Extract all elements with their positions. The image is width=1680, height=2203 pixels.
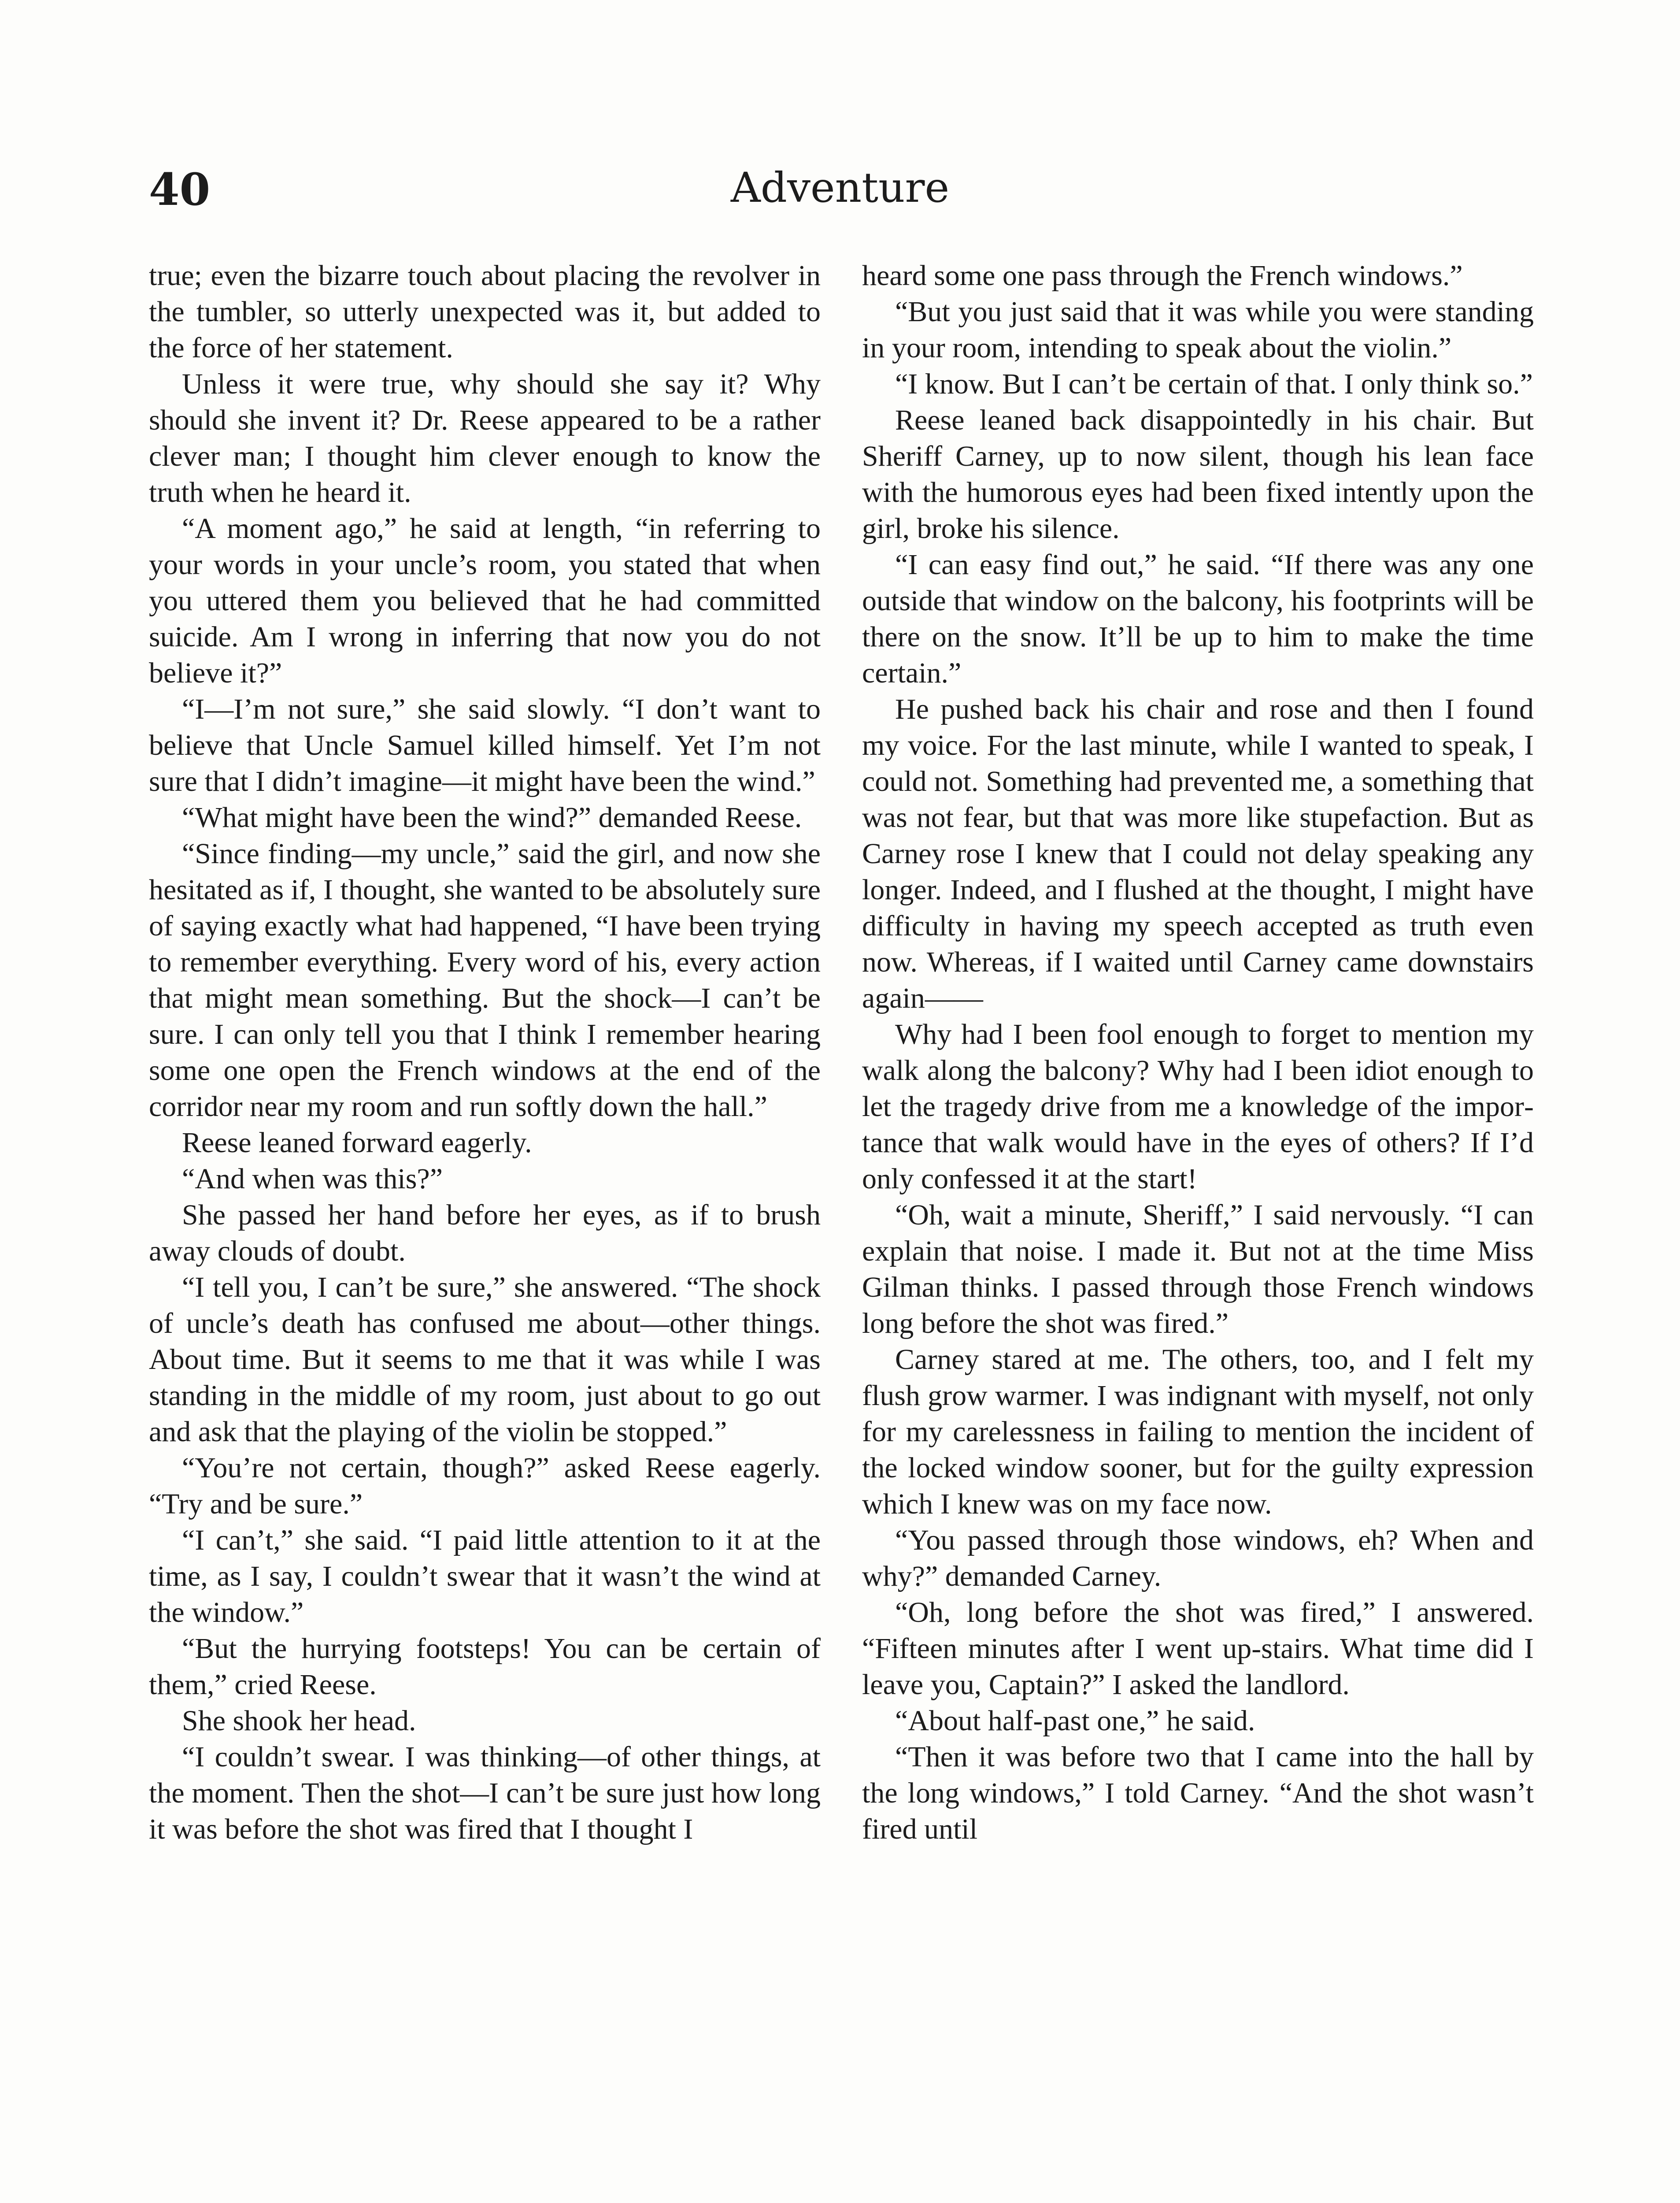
paragraph: “Then it was before two that I came into the hall by the long windows,” I told Carney. “And the shot wasn’t fired until [862, 1741, 1534, 1845]
paragraph: He pushed back his chair and rose and then I found my voice. For the last minute, while I wanted to speak, I could not. Something had prevented me, a something that was not fear, but that was more like stupefaction. But as Carney rose I knew that I could not delay speaking any longer. Indeed, and I flushed at the thought, I might have difficulty in having my speech accepted as truth even now. Whereas, if I waited until Carney came downstairs again—— [862, 693, 1534, 1014]
left-text-column [149, 258, 821, 1847]
paragraph: Reese leaned back disappointedly in his chair. But Sheriff Carney, up to now silent, though his lean face with the humorous eyes had been fixed intently upon the girl, broke his silence. [862, 404, 1534, 545]
magazine-title: Adventure [730, 164, 950, 212]
paragraph: “I know. But I can’t be certain of that. I only think so.” [895, 368, 1533, 400]
paragraph: “I can easy find out,” he said. “If there was any one outside that window on the balcony, his footprints will be there on the snow. It’ll be up to him to make the time certain.” [862, 549, 1534, 689]
paragraph: She passed her hand before her eyes, as if to brush away clouds of doubt. [149, 1199, 821, 1267]
paragraph: Reese leaned forward eagerly. [182, 1127, 532, 1159]
page-number: 40 [149, 163, 211, 215]
paragraph: “About half-past one,” he said. [895, 1705, 1255, 1737]
paragraph: “I can’t,” she said. “I paid little attention to it at the time, as I say, I couldn’t swear that it wasn’t the wind at the window.” [149, 1524, 821, 1628]
paragraph: “And when was this?” [182, 1163, 443, 1195]
paragraph: “But the hurrying footsteps! You can be certain of them,” cried Reese. [149, 1632, 821, 1701]
paragraph: “What might have been the wind?” demanded Reese. [182, 801, 802, 834]
paragraph: Carney stared at me. The others, too, and I felt my flush grow warmer. I was indignant with myself, not only for my carelessness in failing to mention the incident of the locked window sooner, but for the guilty expression which I knew was on my face now. [862, 1343, 1534, 1520]
paragraph: “I tell you, I can’t be sure,” she answered. “The shock of uncle’s death has confused me about—other things. About time. But it seems to me that it was while I was standing in the middle of my room, just about to go out and ask that the playing of the violin be stopped.” [149, 1271, 821, 1448]
paragraph: “You passed through those windows, eh? When and why?” demanded Carney. [862, 1524, 1534, 1592]
paragraph: “Oh, wait a minute, Sheriff,” I said nervously. “I can explain that noise. I made it. But not at the time Miss Gilman thinks. I passed through those French windows long before the shot was fired.” [862, 1199, 1534, 1339]
paragraph: “A moment ago,” he said at length, “in referring to your words in your uncle’s room, you stated that when you uttered them you believed that he had committed suicide. Am I wrong in inferring that now you do not believe it?” [149, 512, 821, 689]
paragraph: “I couldn’t swear. I was thinking—of other things, at the moment. Then the shot—I can’t be sure just how long it was before the shot was fired that I thought I [149, 1741, 821, 1845]
paragraph: “Oh, long before the shot was fired,” I answered. “Fifteen minutes after I went up-stairs. What time did I leave you, Captain?” I asked the landlord. [862, 1596, 1534, 1701]
paragraph: “You’re not certain, though?” asked Reese eagerly. “Try and be sure.” [149, 1452, 821, 1520]
paragraph: “Since finding—my uncle,” said the girl, and now she hesitated as if, I thought, she wanted to be absolutely sure of saying exactly what had happened, “I have been trying to remember everything. Every word of his, every action that might mean something. But the shock—I can’t be sure. I can only tell you that I think I remember hearing some one open the French windows at the end of the corridor near my room and run softly down the hall.” [149, 838, 821, 1123]
paragraph: Why had I been fool enough to forget to mention my walk along the balcony? Why had I been idiot enough to let the tragedy drive from me a knowledge of the importance that walk would have in the eyes of others? If I’d only confessed it at the start! [862, 1018, 1534, 1195]
paragraph: heard some one pass through the French windows.” [862, 260, 1463, 292]
paragraph: true; even the bizarre touch about placing the revolver in the tumbler, so utterly unexpected was it, but added to the force of her statement. [149, 260, 821, 364]
paragraph: She shook her head. [182, 1705, 416, 1737]
right-text-column [862, 258, 1534, 1847]
paragraph: “But you just said that it was while you were standing in your room, intending to speak about the violin.” [862, 296, 1534, 364]
paragraph: “I—I’m not sure,” she said slowly. “I don’t want to believe that Uncle Samuel killed himself. Yet I’m not sure that I didn’t imagine—it might have been the wind.” [149, 693, 821, 797]
paragraph: Unless it were true, why should she say it? Why should she invent it? Dr. Reese appeared to be a rather clever man; I thought him clever enough to know the truth when he heard it. [149, 368, 821, 508]
